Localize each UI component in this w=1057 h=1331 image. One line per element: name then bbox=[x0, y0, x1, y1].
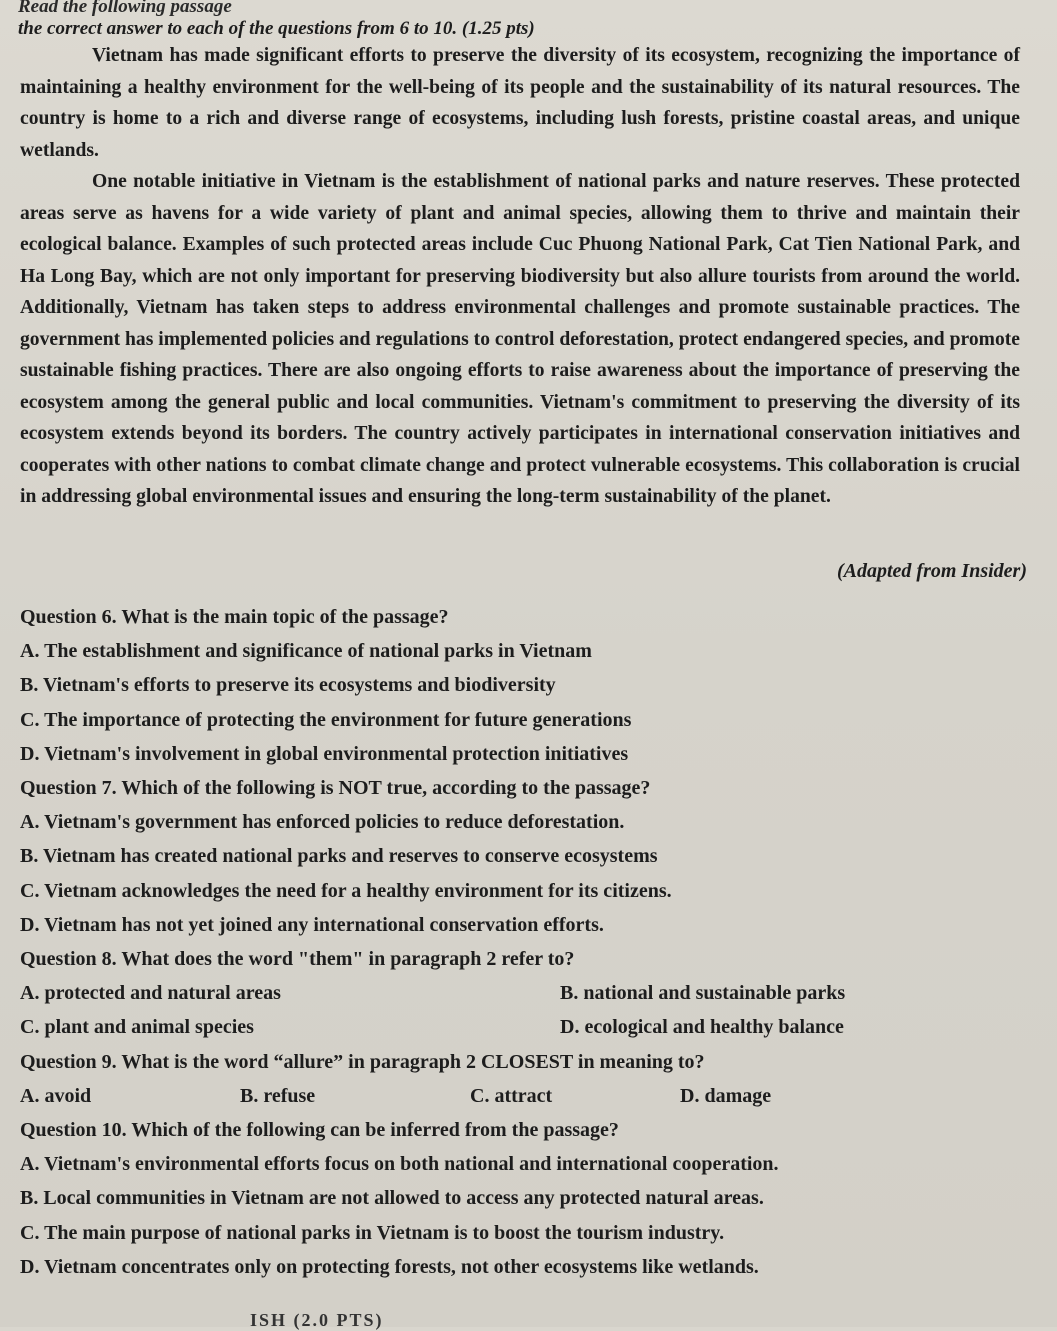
question-7-option-d[interactable]: D. Vietnam has not yet joined any international conservation efforts. bbox=[20, 913, 604, 936]
reading-passage bbox=[20, 40, 1020, 513]
section-header bbox=[18, 0, 535, 40]
question-8-title: Question 8. What does the word "them" in paragraph 2 refer to? bbox=[20, 948, 575, 971]
question-8-option-a[interactable]: A. protected and natural areas bbox=[20, 982, 281, 1005]
question-8-option-d[interactable]: D. ecological and healthy balance bbox=[560, 1016, 844, 1039]
question-6-option-d[interactable]: D. Vietnam's involvement in global environmental protection initiatives bbox=[20, 742, 629, 765]
question-7-option-b[interactable]: B. Vietnam has created national parks and reserves to conserve ecosystems bbox=[20, 845, 658, 868]
question-9-title: Question 9. What is the word “allure” in paragraph 2 CLOSEST in meaning to? bbox=[20, 1050, 705, 1073]
question-9-option-c[interactable]: C. attract bbox=[470, 1084, 553, 1107]
question-8-option-b[interactable]: B. national and sustainable parks bbox=[560, 982, 846, 1005]
question-10-option-d[interactable]: D. Vietnam concentrates only on protecting forests, not other ecosystems like wetlands. bbox=[20, 1255, 759, 1278]
header-instruction: the correct answer to each of the questions from 6 to 10. (1.25 pts) bbox=[18, 18, 535, 39]
question-8-option-c[interactable]: C. plant and animal species bbox=[20, 1016, 254, 1039]
passage-source: (Adapted from Insider) bbox=[837, 560, 1027, 582]
question-8-options-row-2 bbox=[20, 1010, 1030, 1044]
question-6-option-c[interactable]: C. The importance of protecting the environment for future generations bbox=[20, 708, 632, 731]
question-9-option-b[interactable]: B. refuse bbox=[240, 1084, 316, 1107]
question-9-option-a[interactable]: A. avoid bbox=[20, 1084, 92, 1107]
question-9-options-row bbox=[20, 1079, 1030, 1113]
question-6-option-b[interactable]: B. Vietnam's efforts to preserve its ecosystems and biodiversity bbox=[20, 674, 556, 697]
next-section-heading-cut: ISH (2.0 PTS) bbox=[250, 1310, 384, 1330]
passage-paragraph-1: Vietnam has made significant efforts to preserve the diversity of its ecosystem, recognizing the importance of maintaining a healthy environment for the well-being of its people and the sustainability of its natural resources. The country is home to a rich and diverse range of ecosystems, including lush forests, pristine coastal areas, and unique wetlands. bbox=[20, 45, 1020, 161]
question-7-title: Question 7. Which of the following is NOT true, according to the passage? bbox=[20, 777, 651, 800]
question-9-option-d[interactable]: D. damage bbox=[680, 1084, 772, 1107]
question-7-option-a[interactable]: A. Vietnam's government has enforced policies to reduce deforestation. bbox=[20, 811, 625, 834]
question-10-option-b[interactable]: B. Local communities in Vietnam are not allowed to access any protected natural areas. bbox=[20, 1187, 764, 1210]
passage-paragraph-2: One notable initiative in Vietnam is the establishment of national parks and nature reserves. These protected areas serve as havens for a wide variety of plant and animal species, allowing them to thrive and maintain their ecological balance. Examples of such protected areas include Cuc Phuong National Park, Cat Tien National Park, and Ha Long Bay, which are not only important for preserving biodiversity but also allure tourists from around the world. Additionally, Vietnam has taken steps to address environmental challenges and promote sustainable practices. The government has implemented policies and regulations to control deforestation, protect endangered species, and promote sustainable fishing practices. There are also ongoing efforts to raise awareness about the importance of preserving the ecosystem among the general public and local communities. Vietnam's commitment to preserving the diversity of its ecosystem extends beyond its borders. The country actively participates in international conservation initiatives and cooperates with other nations to combat climate change and protect vulnerable ecosystems. This collaboration is crucial in addressing global environmental issues and ensuring the long-term sustainability of the planet. bbox=[20, 171, 1020, 507]
question-10-title: Question 10. Which of the following can be inferred from the passage? bbox=[20, 1119, 619, 1142]
question-8-options-row-1 bbox=[20, 976, 1030, 1010]
question-10-option-a[interactable]: A. Vietnam's environmental efforts focus on both national and international cooperation. bbox=[20, 1153, 779, 1176]
question-7-option-c[interactable]: C. Vietnam acknowledges the need for a healthy environment for its citizens. bbox=[20, 879, 672, 902]
question-list bbox=[20, 600, 1030, 1284]
question-6-option-a[interactable]: A. The establishment and significance of national parks in Vietnam bbox=[20, 640, 592, 663]
question-10-option-c[interactable]: C. The main purpose of national parks in Vietnam is to boost the tourism industry. bbox=[20, 1221, 725, 1244]
header-top-cut: Read the following passage bbox=[18, 0, 232, 17]
question-6-title: Question 6. What is the main topic of the passage? bbox=[20, 606, 449, 628]
